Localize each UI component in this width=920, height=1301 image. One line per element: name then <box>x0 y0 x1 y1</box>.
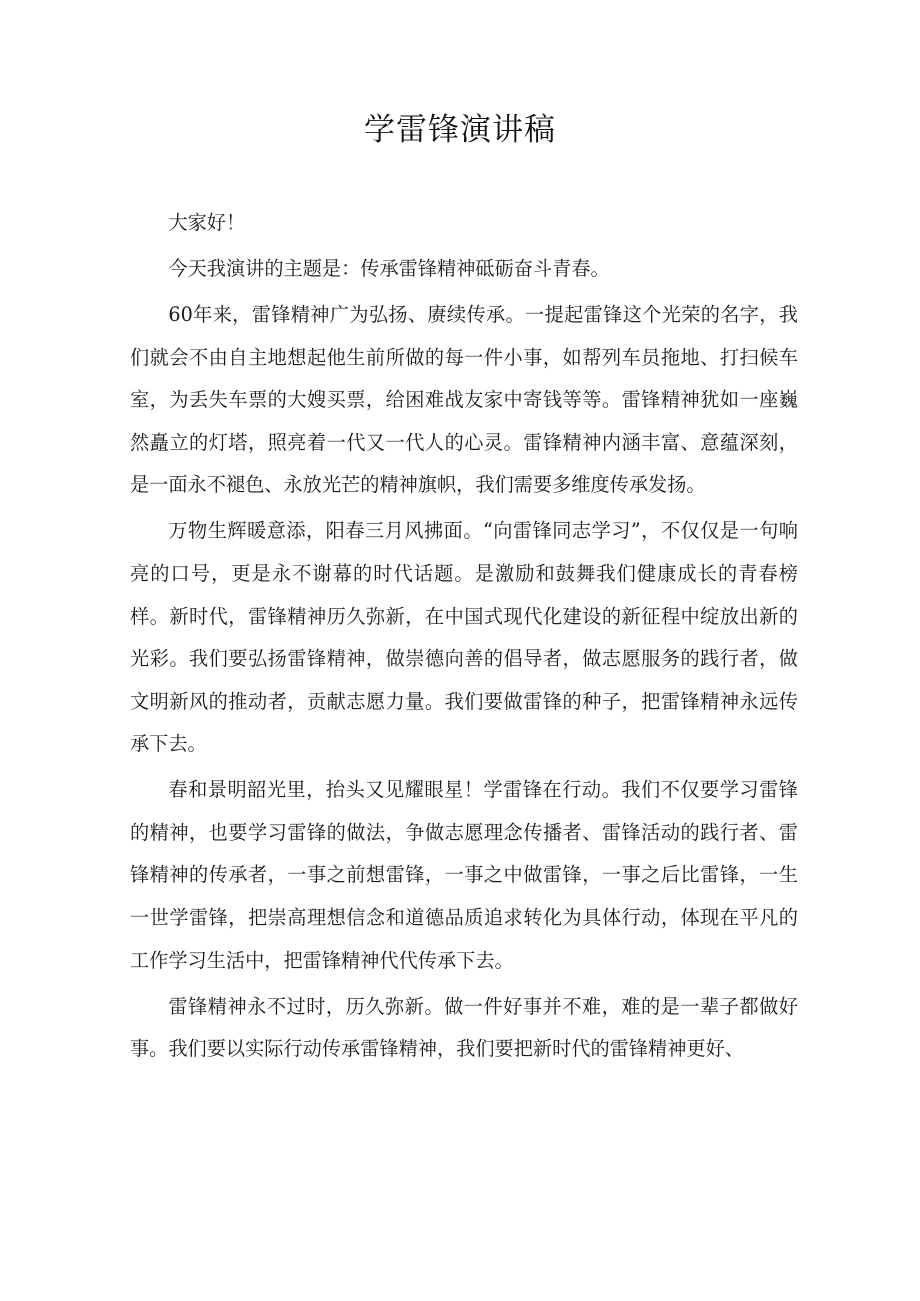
document-body <box>130 202 798 1071</box>
paragraph-spring-march: 万物生辉暖意添，阳春三月风拂面。“向雷锋同志学习”，不仅仅是一句响亮的口号，更是永不谢幕的时代话题。是激励和鼓舞我们健康成长的青春榜样。新时代，雷锋精神历久弥新，在中国式现代化建设的新征程中绽放出新的光彩。我们要弘扬雷锋精神，做崇德向善的倡导者，做志愿服务的践行者，做文明新风的推动者，贡献志愿力量。我们要做雷锋的种子，把雷锋精神永远传承下去。 <box>130 519 798 756</box>
paragraph-topic: 今天我演讲的主题是：传承雷锋精神砥砺奋斗青春。 <box>168 256 610 280</box>
paragraph-never-outdated: 雷锋精神永不过时，历久弥新。做一件好事并不难，难的是一辈子都做好事。我们要以实际行动传承雷锋精神，我们要把新时代的雷锋精神更好、 <box>130 994 798 1061</box>
paragraph-sixty-years: 60年来，雷锋精神广为弘扬、赓续传承。一提起雷锋这个光荣的名字，我们就会不由自主地想起他生前所做的每一件小事，如帮列车员拖地、打扫候车室，为丢失车票的大嫂买票，给困难战友家中寄钱等等。雷锋精神犹如一座巍然矗立的灯塔，照亮着一代又一代人的心灵。雷锋精神内涵丰富、意蕴深刻，是一面永不褪色、永放光芒的精神旗帜，我们需要多维度传承发扬。 <box>130 302 798 497</box>
paragraph-in-action: 春和景明韶光里，抬头又见耀眼星！学雷锋在行动。我们不仅要学习雷锋的精神，也要学习雷锋的做法，争做志愿理念传播者、雷锋活动的践行者、雷锋精神的传承者，一事之前想雷锋，一事之中做雷锋，一事之后比雷锋，一生一世学雷锋，把崇高理想信念和道德品质追求转化为具体行动，体现在平凡的工作学习生活中，把雷锋精神代代传承下去。 <box>130 778 798 972</box>
document-title: 学雷锋演讲稿 <box>364 112 556 148</box>
paragraph-greeting: 大家好！ <box>168 211 246 234</box>
